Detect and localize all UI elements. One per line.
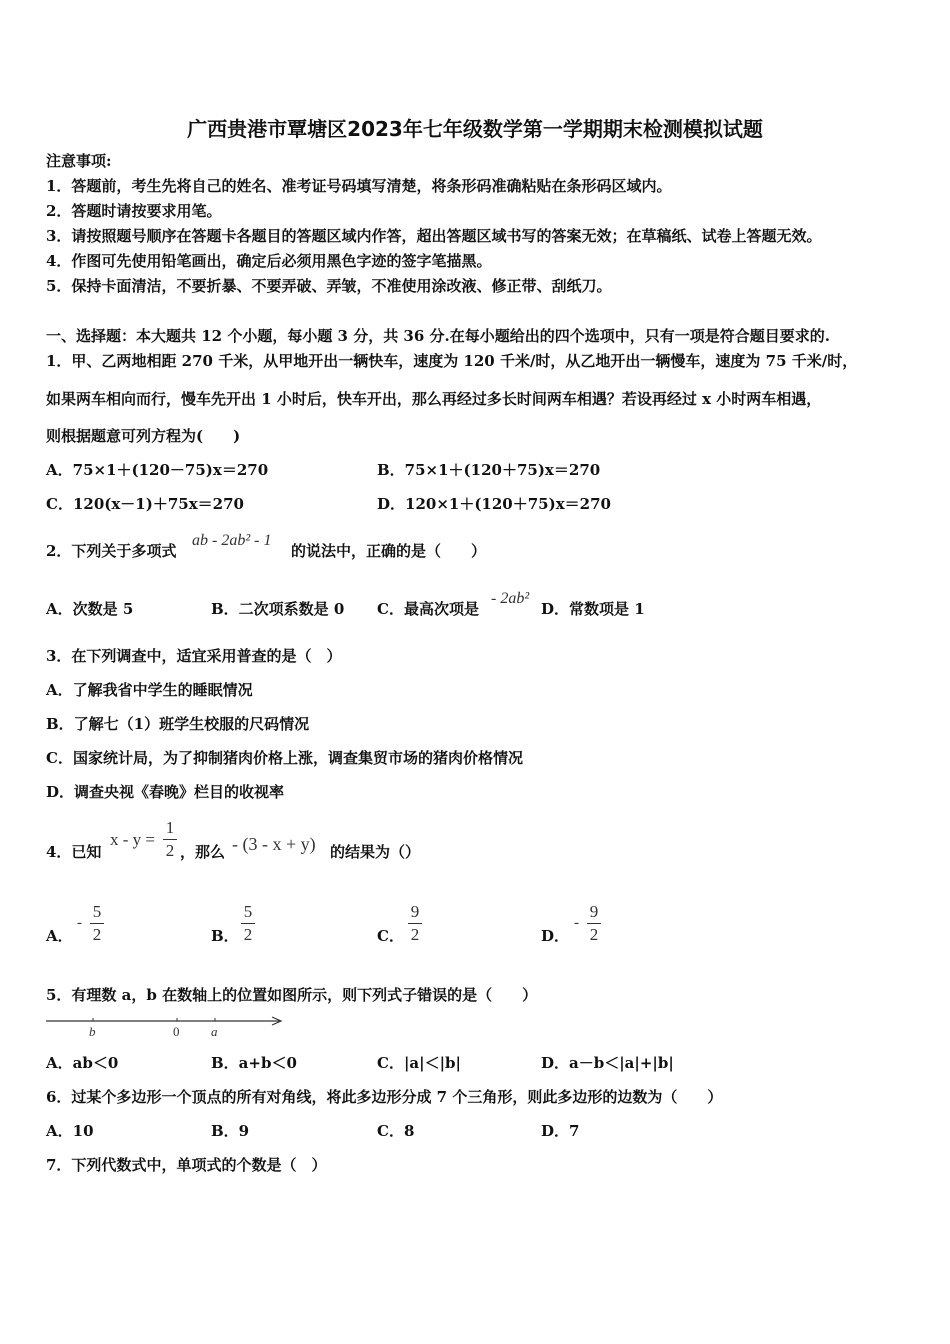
q3-option-d: D．调查央视《春晚》栏目的收视率 bbox=[46, 783, 285, 801]
q2-suffix: 的说法中，正确的是（ ） bbox=[291, 542, 487, 560]
q4-option-d-label: D． bbox=[541, 927, 570, 945]
q4-option-a-label: A． bbox=[46, 927, 73, 945]
number-line-figure bbox=[44, 1012, 289, 1042]
notice-item: 4．作图可先使用铅笔画出，确定后必须用黑色字迹的签字笔描黑。 bbox=[46, 252, 492, 270]
q4-option-c-fraction bbox=[408, 902, 422, 945]
q1-option-a: A．75×1＋(120－75)x＝270 bbox=[46, 461, 269, 479]
q5-option-d: D．a－b＜|a|+|b| bbox=[541, 1054, 674, 1072]
q6-option-b: B．9 bbox=[211, 1122, 250, 1140]
q6-stem: 6．过某个多边形一个顶点的所有对角线，将此多边形分成 7 个三角形，则此多边形的边数为（ ） bbox=[46, 1088, 723, 1106]
fraction-denominator: 2 bbox=[243, 925, 253, 944]
q1-option-d: D．120×1＋(120＋75)x＝270 bbox=[377, 495, 611, 513]
q2-polynomial: ab - 2ab² - 1 bbox=[192, 532, 272, 549]
notice-item: 2．答题时请按要求用笔。 bbox=[46, 202, 222, 220]
q6-option-a: A．10 bbox=[46, 1122, 94, 1140]
q7-stem: 7．下列代数式中，单项式的个数是（ ） bbox=[46, 1156, 327, 1174]
q3-stem: 3．在下列调查中，适宜采用普查的是（ ） bbox=[46, 647, 342, 665]
notice-item: 3．请按照题号顺序在答题卡各题目的答题区域内作答，超出答题区域书写的答案无效；在草稿纸、试卷上答题无效。 bbox=[46, 227, 822, 245]
fraction-denominator: 2 bbox=[92, 925, 102, 944]
q5-option-a: A．ab＜0 bbox=[46, 1054, 119, 1072]
label-a: a bbox=[211, 1024, 218, 1039]
fraction-numerator: 5 bbox=[92, 902, 102, 921]
q2-option-b: B．二次项系数是 0 bbox=[211, 600, 345, 618]
fraction-numerator: 1 bbox=[165, 818, 175, 837]
q2-option-c: C．最高次项是 bbox=[377, 600, 479, 618]
q4-condition: x - y = bbox=[110, 830, 155, 849]
q2-option-a: A．次数是 5 bbox=[46, 600, 134, 618]
q4-option-d-sign: - bbox=[574, 915, 579, 931]
notice-item: 5．保持卡面清洁，不要折暴、不要弄破、弄皱，不准使用涂改液、修正带、刮纸刀。 bbox=[46, 277, 612, 295]
q4-mid: ，那么 bbox=[180, 843, 226, 861]
q3-option-a: A．了解我省中学生的睡眠情况 bbox=[46, 681, 253, 699]
fraction-numerator: 9 bbox=[410, 902, 420, 921]
q4-option-c-label: C． bbox=[377, 927, 404, 945]
q1-option-b: B．75×1＋(120＋75)x＝270 bbox=[377, 461, 601, 479]
q4-option-a-sign: - bbox=[77, 915, 82, 931]
q4-suffix: 的结果为（） bbox=[330, 843, 421, 861]
q4-option-b-label: B． bbox=[211, 927, 239, 945]
q4-option-a-fraction bbox=[90, 902, 104, 945]
q4-condition-fraction bbox=[163, 818, 177, 861]
label-b: b bbox=[89, 1024, 96, 1039]
q5-stem: 5．有理数 a，b 在数轴上的位置如图所示，则下列式子错误的是（ ） bbox=[46, 986, 538, 1004]
q5-option-c: C．|a|＜|b| bbox=[377, 1054, 461, 1072]
q6-option-d: D．7 bbox=[541, 1122, 580, 1140]
fraction-numerator: 5 bbox=[243, 902, 253, 921]
fraction-numerator: 9 bbox=[589, 902, 599, 921]
section-heading: 一、选择题：本大题共 12 个小题，每小题 3 分，共 36 分.在每小题给出的四个选项中，只有一项是符合题目要求的. bbox=[46, 327, 830, 345]
q6-option-c: C．8 bbox=[377, 1122, 415, 1140]
q4-option-d-fraction bbox=[587, 902, 601, 945]
q1-line3: 则根据题意可列方程为( ) bbox=[46, 427, 241, 445]
q5-option-b: B．a+b＜0 bbox=[211, 1054, 297, 1072]
q2-option-d: D．常数项是 1 bbox=[541, 600, 645, 618]
fraction-denominator: 2 bbox=[410, 925, 420, 944]
notice-heading: 注意事项: bbox=[46, 152, 112, 170]
fraction-denominator: 2 bbox=[165, 841, 175, 860]
page-title: 广西贵港市覃塘区2023年七年级数学第一学期期末检测模拟试题 bbox=[187, 117, 763, 141]
q2-prefix: 2．下列关于多项式 bbox=[46, 542, 177, 560]
q4-prefix: 4．已知 bbox=[46, 843, 102, 861]
q3-option-c: C．国家统计局，为了抑制猪肉价格上涨，调查集贸市场的猪肉价格情况 bbox=[46, 749, 523, 767]
q1-line2: 如果两车相向而行，慢车先开出 1 小时后，快车开出，那么再经过多长时间两车相遇？若设再经过 x 小时两车相遇， bbox=[46, 390, 822, 408]
q3-option-b: B．了解七（1）班学生校服的尺码情况 bbox=[46, 715, 310, 733]
q4-expression: - (3 - x + y) bbox=[232, 834, 316, 854]
q2-option-c-expr: - 2ab² bbox=[491, 590, 530, 607]
q4-option-b-fraction bbox=[241, 902, 255, 945]
notice-item: 1．答题前，考生先将自己的姓名、准考证号码填写清楚，将条形码准确粘贴在条形码区域内。 bbox=[46, 177, 672, 195]
fraction-denominator: 2 bbox=[589, 925, 599, 944]
label-zero: 0 bbox=[173, 1024, 180, 1039]
q1-option-c: C．120(x－1)＋75x＝270 bbox=[46, 495, 244, 513]
q1-line1: 1．甲、乙两地相距 270 千米，从甲地开出一辆快车，速度为 120 千米/时，从乙地开出一辆慢车，速度为 75 千米/时， bbox=[46, 352, 858, 370]
